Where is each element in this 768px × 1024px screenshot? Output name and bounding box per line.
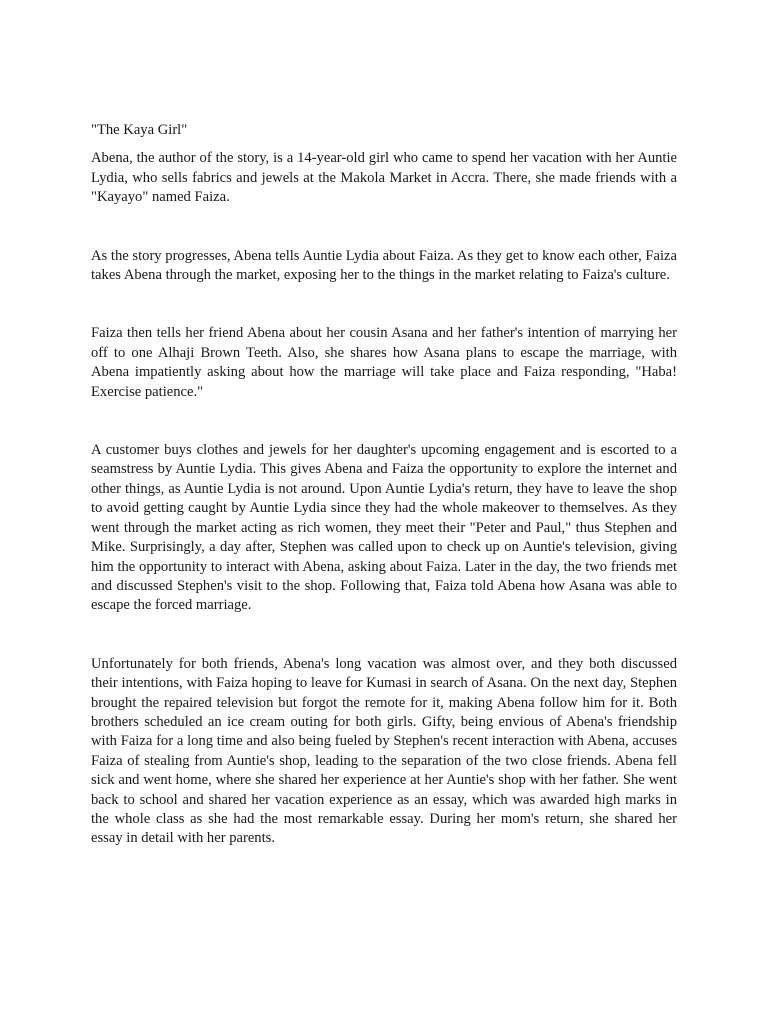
paragraph-2: As the story progresses, Abena tells Auntie Lydia about Faiza. As they get to know each other, Faiza takes Abena through the market, exposing her to the things in the market relating to Faiza's culture. (91, 247, 677, 284)
paragraph-4: A customer buys clothes and jewels for her daughter's upcoming engagement and is escorted to a seamstress by Auntie Lydia. This gives Abena and Faiza the opportunity to explore the internet and other things, as Auntie Lydia is not around. Upon Auntie Lydia's return, they have to leave the shop to avoid getting caught by Auntie Lydia since they had the whole makeover to themselves. As they went through the market acting as rich women, they meet their "Peter and Paul," thus Stephen and Mike. Surprisingly, a day after, Stephen was called upon to check up on Auntie's television, giving him the opportunity to interact with Abena, asking about Faiza. Later in the day, the two friends met and discussed Stephen's visit to the shop. Following that, Faiza told Abena how Asana was able to escape the forced marriage. (91, 442, 677, 614)
document-body (91, 121, 677, 888)
paragraph-5: Unfortunately for both friends, Abena's long vacation was almost over, and they both discussed their intentions, with Faiza hoping to leave for Kumasi in search of Asana. On the next day, Stephen brought the repaired television but forgot the remote for it, making Abena follow him for it. Both brothers scheduled an ice cream outing for both girls. Gifty, being envious of Abena's friendship with Faiza for a long time and also being fueled by Stephen's recent interaction with Abena, accuses Faiza of stealing from Auntie's shop, leading to the separation of the two close friends. Abena fell sick and went home, where she shared her experience at her Auntie's shop with her father. She went back to school and shared her vacation experience as an essay, which was awarded high marks in the whole class as she had the most remarkable essay. During her mom's return, she shared her essay in detail with her parents. (91, 655, 677, 847)
paragraph-3: Faiza then tells her friend Abena about her cousin Asana and her father's intention of marrying her off to one Alhaji Brown Teeth. Also, she shares how Asana plans to escape the marriage, with Abena impatiently asking about how the marriage will take place and Faiza responding, "Haba! Exercise patience." (91, 325, 677, 400)
paragraph-1: Abena, the author of the story, is a 14-year-old girl who came to spend her vacation with her Auntie Lydia, who sells fabrics and jewels at the Makola Market in Accra. There, she made friends with a "Kayayo" named Faiza. (91, 150, 677, 206)
document-title: "The Kaya Girl" (91, 122, 188, 138)
